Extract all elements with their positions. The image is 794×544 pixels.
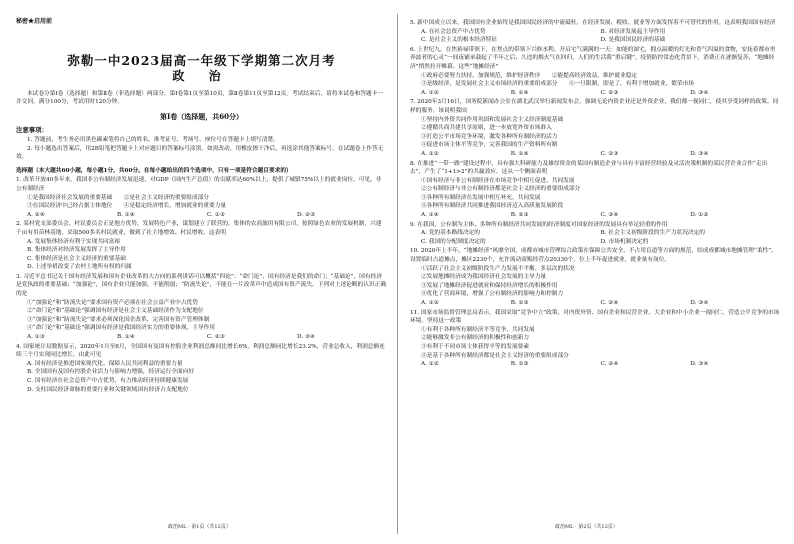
question-statement: ①国有经济与非公有制经济在市场竞争中相互促进、共同发展 bbox=[421, 177, 575, 184]
question-statement: B. 集体经济对经济发展发挥了主导作用 bbox=[27, 247, 126, 254]
answer-options bbox=[410, 89, 780, 98]
answer-option: B. ①③ bbox=[510, 300, 529, 306]
answer-option: C. 是社会主义的根本经济特征 bbox=[421, 37, 498, 44]
question-statement: D. 上述举措改变了农村土地所有权的归属 bbox=[27, 264, 132, 271]
question-list-left bbox=[16, 176, 387, 394]
answer-option: C. ②③ bbox=[600, 150, 619, 157]
column-divider bbox=[397, 14, 398, 534]
question-item bbox=[410, 221, 780, 247]
question-stem: 7. 2020年3月16日，国务院新闻办公室在湖北武汉举行新闻发布会，强调无论内资企业还是外资企业，我们都一视同仁，使其享受同样的政策。同样的服务。该说明我国 bbox=[410, 99, 779, 114]
subject-title: 政 治 bbox=[172, 68, 231, 83]
question-item bbox=[410, 19, 780, 45]
question-statement: ②发展地摊经济成为我国经济社会发展的主导力量 bbox=[421, 274, 547, 281]
section-title: 选择题（本大题共60小题，每小题1分，共60分。在每小题给出的四个选项中，只有一项是符合题目要求的） bbox=[16, 167, 292, 174]
question-statement: ②能够激发非公有制经济的积极性和创新力 bbox=[421, 335, 530, 342]
answer-option: B. 对经济发展起主导作用 bbox=[600, 28, 666, 35]
question-stem: 4. 国家统计局数据显示，2020年1月至8月，全国国有及国有控股企业利润总额同比增长6%，利润总额同比增长23.2%，营业总收入，利润总额连续三个月实现同比增长。由此可见 bbox=[16, 343, 385, 359]
question-statement: ②遵循共商共建共享原则，进一步放宽外资市场准入 bbox=[421, 125, 552, 132]
note-item: 2. 每小题选出答案后，用2B铅笔把答题卡上对应题目的答案标号涂黑。如需改动，用橡皮擦干净后，再选涂其他答案标号。在试题卷上作答无效。 bbox=[16, 145, 384, 161]
question-item bbox=[410, 98, 780, 158]
question-item bbox=[16, 220, 387, 272]
question-statement: ①“加强论”和“防流失论”要求国有资产必须在社会公益产业中占优势 bbox=[27, 299, 198, 306]
answer-options bbox=[16, 211, 387, 220]
question-stem: 1. 改革开放40多年来，我国非公有制经济发展迅速，对GDP（国内生产总值）的贡献率达60%以上，提供了城镇75%以上的就业岗位。可见，非公有制经济 bbox=[16, 177, 382, 192]
page-footer-right: 政治ML · 第2页（共12页） bbox=[555, 524, 618, 530]
answer-options bbox=[410, 229, 780, 246]
answer-options bbox=[410, 28, 780, 45]
answer-option: C. ②④ bbox=[600, 361, 619, 368]
question-statement: ③发展了地摊经济促进就业和保持经济增长的积极作用 bbox=[421, 282, 558, 289]
question-statement: B. 全国国有及国有控股企业活力与影响力增强，经济运行全面向好 bbox=[27, 369, 195, 376]
question-stem: 3. 习近平总书记关于国有经济发展和国有企业改革的大方向的系列讲话可以概括“四论”：“命门论”，国有经济是我们的命门；“基础论”，国有经济是党执政的重要基础；“加强论”，国有企业只能加强，不能削弱；“防流失论”，不能在一片改革声中造成国有资产流失。下列对上述论断的认识正确的是 bbox=[16, 273, 386, 298]
question-statement: ④优化了营商环境，增强了公有制经济的影响力和控制力 bbox=[421, 291, 564, 298]
question-statement: ③在国民经济中已经占据主体地位 ④是稳定经济增长，增加就业的重要力量 bbox=[27, 203, 227, 210]
question-statement: ④是基于各种所有制经济都是社会主义经济的重要组成部分 bbox=[421, 352, 569, 359]
answer-option: B. 社会主义初级阶段的生产力状况决定的 bbox=[600, 230, 705, 237]
question-statement: ②“命门论”和“基础论”强调国有经济是社会主义基础经济作为支配地位 bbox=[27, 308, 204, 315]
answer-option: C. ②③ bbox=[207, 334, 225, 341]
answer-option: D. ③④ bbox=[690, 300, 709, 306]
answer-option: A. ①② bbox=[421, 361, 439, 368]
question-item bbox=[16, 176, 387, 219]
answer-options bbox=[410, 211, 780, 220]
question-item bbox=[16, 273, 387, 342]
question-statement: ③打造公平市场竞争环境，激发各种所有制经济的活力 bbox=[421, 133, 558, 140]
question-statement: ③“加强论”和“防流失论”要求必须深化国企改革，完善国有资产管理体制 bbox=[27, 316, 210, 323]
question-statement: C. 国有经济在社会总资产中占优势，有力推动经济持续健康发展 bbox=[27, 378, 189, 384]
answer-option: D. 是我国国民经济的基础 bbox=[600, 37, 666, 44]
question-statement: A. 国有经济是推进国家现代化、保障人民共同利益的重要力量 bbox=[27, 360, 183, 367]
answer-option: B. ①④ bbox=[510, 89, 529, 96]
answer-option: A. ①② bbox=[421, 89, 439, 96]
answer-option: B. ①③ bbox=[510, 361, 529, 368]
question-stem: 5. 新中国成立以来，我国国有企业始终是我国国民经济的中流砥柱，在经济发展、税收、就业等方面发挥着不可替代的作用。这表明我国国有经济 bbox=[410, 20, 776, 26]
question-list-right bbox=[410, 19, 780, 369]
question-statement: ①有利于各种所有制经济平等竞争、共同发展 bbox=[421, 326, 535, 333]
answer-option: D. ③④ bbox=[690, 150, 709, 157]
answer-option: C. 我国的分配制度决定的 bbox=[421, 238, 486, 245]
question-statement: A. 发展集体经济有利于实现共同富裕 bbox=[27, 238, 121, 245]
answer-option: A. ②④ bbox=[27, 211, 45, 218]
question-item bbox=[410, 160, 780, 220]
question-statement: ①是我国经济社会发展的重要基础 ②是社会主义经济的重要组成部分 bbox=[27, 194, 209, 201]
question-stem: 2. 某村党支部委员会、村民委员会正是地方优势，发展特色产业，谋划建立了联营的，集体的农商旅用有限公司，按照绿色农业的发展机制，兴建千亩有用苗林基地，采取500多名村民就业，做到了社主地增效、村民增收。这表明 bbox=[16, 221, 382, 236]
answer-option: C. ①③ bbox=[207, 211, 225, 218]
answer-options bbox=[410, 150, 780, 159]
question-statement: ③是级经济，是发展社会主义市场经济的重要组成部分 ④一旦限制，即是了，有利于增加就业，繁荣市场 bbox=[421, 81, 694, 88]
question-stem: 11. 国家市场监督管理总局表示，我国采取“竞争中立”政策，对内资外资、国有企业和民营企业、大企业和中小企业一视同仁，营造公平竞争的市场环境。坚持这一政策 bbox=[410, 309, 780, 325]
answer-options bbox=[410, 360, 780, 369]
answer-option: A. 在社会总资产中占优势 bbox=[421, 28, 486, 35]
exam-intro: 本试卷分第Ⅰ卷（选择题）和第Ⅱ卷（非选择题）两部分。第Ⅰ卷第1页至第10页，第Ⅱ卷第11页至第12页。考试结束后，请将本试卷和答题卡一并交回。满分100分，考试用时120分钟。 bbox=[16, 90, 384, 106]
answer-option: D. ③④ bbox=[690, 361, 709, 368]
answer-option: A. ①② bbox=[421, 300, 439, 306]
question-statement: ②公有制经济与非公有制经济都是社会主义经济的重要组成部分 bbox=[421, 186, 581, 193]
question-statement: ④“命门论”和“基础论”强调国有经济是我国经济实力的重要体现、主导作用 bbox=[27, 325, 215, 332]
answer-option: A. ①③ bbox=[27, 334, 45, 341]
right-column bbox=[410, 18, 780, 369]
question-statement: ④促进市场主体平等竞争，完善我国的生产资料所有制 bbox=[421, 142, 558, 149]
answer-option: A. ①④ bbox=[421, 212, 439, 219]
question-statement: ③各种所有制经济在发展中相互补充，共同发展 bbox=[421, 194, 541, 201]
answer-option: D. 市场机制决定的 bbox=[600, 238, 649, 245]
answer-option: D. ①② bbox=[690, 212, 709, 219]
notes-title: 注意事项： bbox=[16, 126, 48, 135]
question-statement: ①政府必要努力扶持，加强规范，维护经济秩序 ②能提高经济效益，维护就业稳定 bbox=[421, 72, 638, 79]
question-stem: 6. 上世纪九，在焦裕禄带领下，在焦点的带领下兴修水利。开启宅气满满的一天：如能的深宅，拥点温暖的灯光和香气四溢的食物，安抚着都市里奔波者的心灵“一间夜铺承载起了半年之后，久违的烟火气在回归，人们的生活我“重启键”。疫情防控常态化背景下，消费正在逐渐复苏，“地摊经济”悄然拉开帷幕。这些“地摊经济” bbox=[410, 46, 776, 70]
answer-option: A. 党的基本路线决定的 bbox=[421, 230, 480, 237]
answer-option: B. ①④ bbox=[117, 211, 135, 218]
exam-title: 弥勒一中2023届高一年级下学期第二次月考 bbox=[67, 52, 336, 68]
answer-option: D. ③④ bbox=[297, 334, 316, 341]
question-statement: ③有利于不同市场主体获得平等的发展要素 bbox=[421, 343, 530, 350]
question-item bbox=[410, 309, 780, 369]
answer-option: D. ③④ bbox=[690, 89, 709, 96]
question-stem: 10. 2020年上半年，“地摊经济”风靡全国，成都市城市管理综合政策在保障公共安全、不占用盲道等方面的规范，结成成都城市地摊管理“柔性”，设置临时占道摊点，摊区2230个，允许流动商贩经营点20330个，位上半年促进就业，就业量有岗位。 bbox=[410, 248, 777, 264]
question-statement: D. 支柱国民经济命脉的重要行业和关键领域国有经济占支配地位 bbox=[27, 386, 189, 393]
question-stem: 9. 在我国，公有制为主体、多种所有制经济共同发展的经济制度对国家经济的发展具有举足轻重的作用 bbox=[410, 221, 668, 228]
answer-option: C. ③④ bbox=[600, 212, 619, 219]
secret-label: 秘密★启用前 bbox=[16, 18, 53, 25]
question-statement: ①活跃了社会主义初级阶段生产力发展不平衡、多层次的状况 bbox=[421, 265, 575, 272]
part1-title: 第Ⅰ卷（选择题，共60分） bbox=[159, 111, 243, 121]
left-column bbox=[16, 18, 387, 394]
answer-option: B. ①④ bbox=[510, 150, 529, 157]
page-footer-left: 政治ML · 第1页（共12页） bbox=[168, 524, 231, 530]
answer-options bbox=[16, 333, 387, 342]
question-stem: 8. 在推进“一带一路”建设过程中，具有强大科研能力及雄厚资金的某国有制造企业与具有丰富经营经验及灵活决策机制的某民营企业合作“走出去”，产生了“1+1>2”的共赢效应。这从一个侧面表明 bbox=[410, 160, 768, 176]
question-item bbox=[410, 247, 780, 307]
answer-option: C. ②④ bbox=[600, 300, 619, 306]
note-item: 1. 答题前，考生务必用黑色碳素笔将自己的姓名、准考证号、考场号、座位号在答题卡上填写清楚。 bbox=[27, 136, 279, 143]
answer-option: B. ①④ bbox=[117, 334, 135, 341]
answer-option: D. ②③ bbox=[297, 211, 316, 218]
question-statement: ①坚持内外资共同作用巩固和发展社会主义经济制度基础 bbox=[421, 116, 564, 123]
answer-options bbox=[410, 299, 780, 308]
question-statement: ④各种所有制经济共同推进我国经济迈入高质量发展阶段 bbox=[421, 203, 564, 210]
answer-option: C. ②③ bbox=[600, 89, 619, 96]
notes-list bbox=[16, 136, 387, 162]
question-statement: C. 集体经济是社会主义经济的重要基础 bbox=[27, 255, 126, 262]
answer-option: A. ①② bbox=[421, 150, 439, 157]
question-item bbox=[16, 343, 387, 395]
question-item bbox=[410, 46, 780, 98]
answer-option: B. ②③ bbox=[510, 212, 529, 219]
